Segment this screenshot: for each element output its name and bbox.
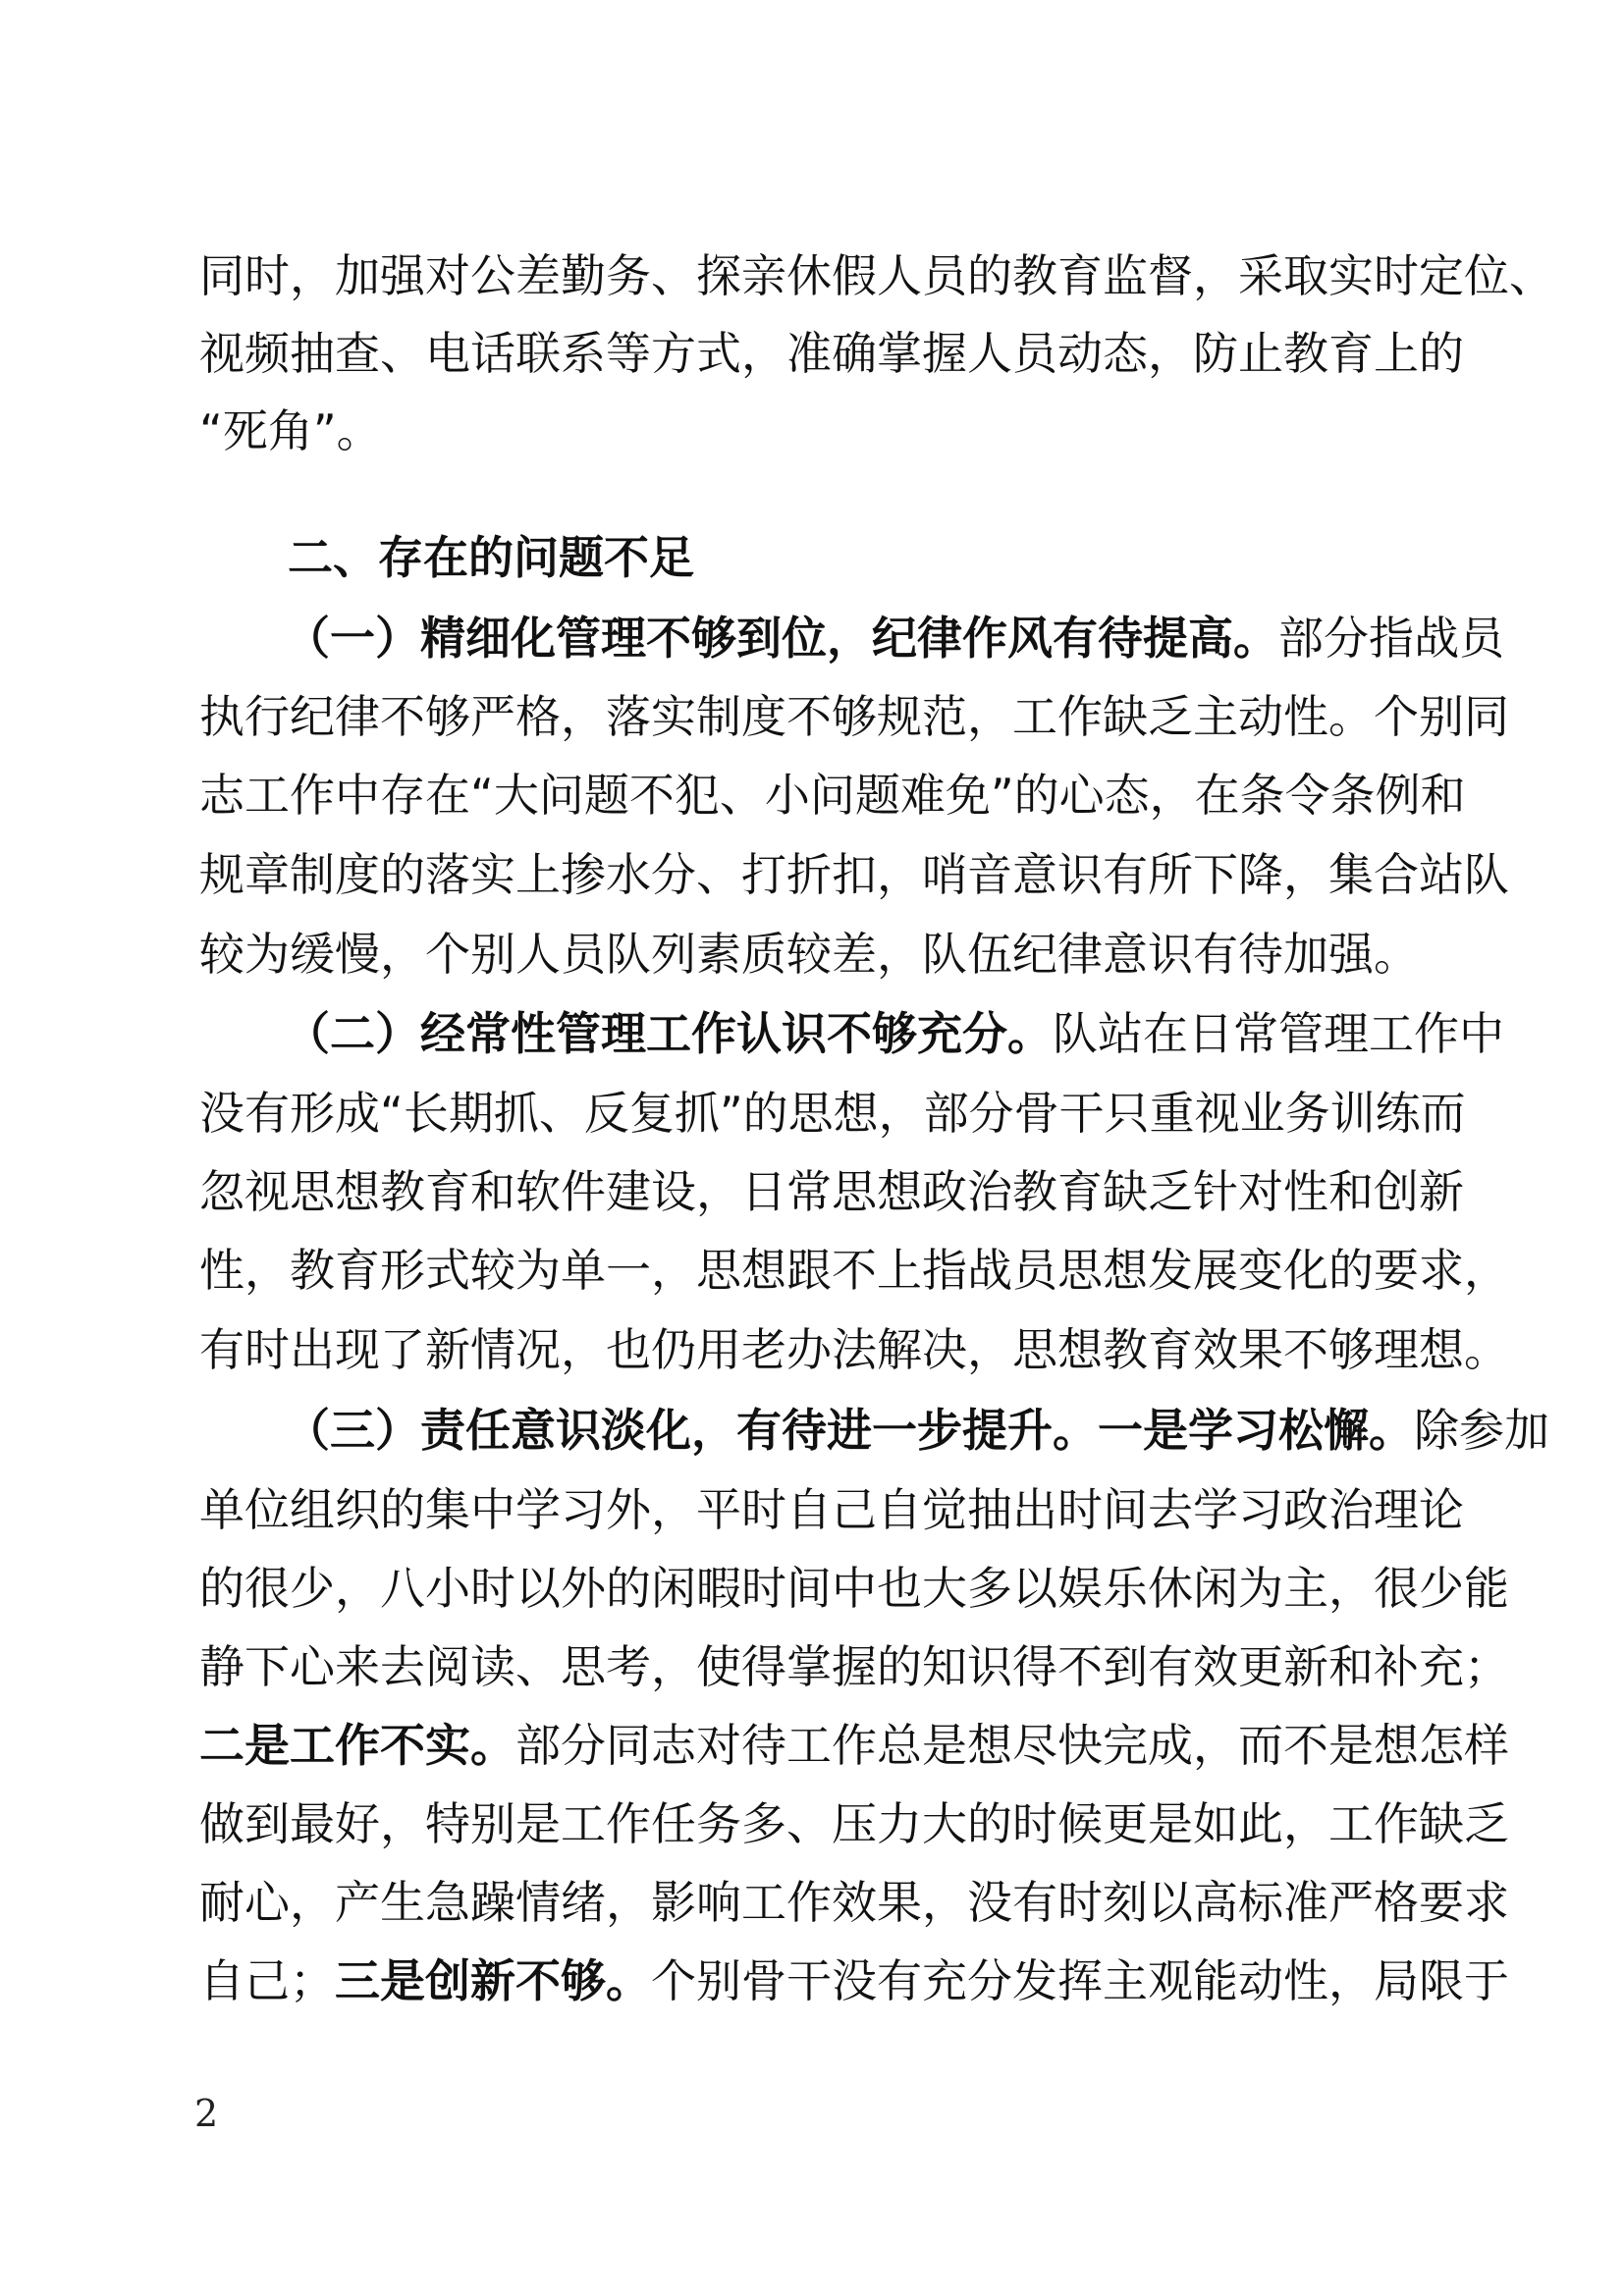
body-line: 做到最好，特别是工作任务多、压力大的时候更是如此，工作缺乏 <box>199 1797 1509 1850</box>
body-line: 单位组织的集中学习外，平时自己自觉抽出时间去学习政治理论 <box>199 1483 1464 1536</box>
body-line: 性，教育形式较为单一，思想跟不上指战员思想发展变化的要求， <box>199 1244 1509 1297</box>
body-line: 志工作中存在“大问题不犯、小问题难免”的心态，在条令条例和 <box>199 769 1466 822</box>
paragraph-text: 自己； <box>199 1954 335 2007</box>
body-line <box>199 1942 1509 2020</box>
point-title: 三是创新不够。 <box>335 1954 651 2007</box>
paragraph-title: （二）经常性管理工作认识不够充分。 <box>285 1007 1053 1060</box>
paragraph-title: （一）精细化管理不够到位，纪律作风有待提高。 <box>285 612 1278 665</box>
body-line: 规章制度的落实上掺水分、打折扣，哨音意识有所下降，集合站队 <box>199 848 1509 901</box>
point-title: 一是学习松懈。 <box>1098 1404 1414 1457</box>
paragraph-text: 队站在日常管理工作中 <box>1053 1007 1504 1060</box>
body-line: 忽视思想教育和软件建设，日常思想政治教育缺乏针对性和创新 <box>199 1165 1464 1218</box>
paragraph-first-line <box>285 994 1504 1073</box>
paragraph-first-line <box>285 599 1504 677</box>
body-line: 同时，加强对公差勤务、探亲休假人员的教育监督，采取实时定位、 <box>199 249 1554 302</box>
body-line: 执行纪律不够严格，落实制度不够规范，工作缺乏主动性。个别同 <box>199 690 1509 743</box>
body-line: 的很少，八小时以外的闲暇时间中也大多以娱乐休闲为主，很少能 <box>199 1562 1509 1615</box>
paragraph-first-line <box>285 1391 1549 1469</box>
page-number: 2 <box>194 2092 219 2135</box>
point-title: 二是工作不实。 <box>199 1719 515 1772</box>
body-line: 没有形成“长期抓、反复抓”的思想，部分骨干只重视业务训练而 <box>199 1087 1466 1140</box>
paragraph-title: （三）责任意识淡化，有待进一步提升。 <box>285 1404 1098 1457</box>
paragraph-text: 部分指战员 <box>1278 612 1504 665</box>
body-line: “死角”。 <box>199 404 382 457</box>
body-line: 有时出现了新情况，也仍用老办法解决，思想教育效果不够理想。 <box>199 1323 1509 1376</box>
section-heading: 二、存在的问题不足 <box>288 531 694 584</box>
body-line: 较为缓慢，个别人员队列素质较差，队伍纪律意识有待加强。 <box>199 928 1419 981</box>
body-line <box>199 1706 1509 1785</box>
paragraph-text: 个别骨干没有充分发挥主观能动性，局限于 <box>651 1954 1509 2007</box>
body-line: 耐心，产生急躁情绪，影响工作效果，没有时刻以高标准严格要求 <box>199 1876 1509 1929</box>
paragraph-text: 部分同志对待工作总是想尽快完成，而不是想怎样 <box>515 1719 1509 1772</box>
body-line: 视频抽查、电话联系等方式，准确掌握人员动态，防止教育上的 <box>199 327 1464 380</box>
body-line: 静下心来去阅读、思考，使得掌握的知识得不到有效更新和补充； <box>199 1640 1509 1693</box>
paragraph-text: 除参加 <box>1414 1404 1549 1457</box>
